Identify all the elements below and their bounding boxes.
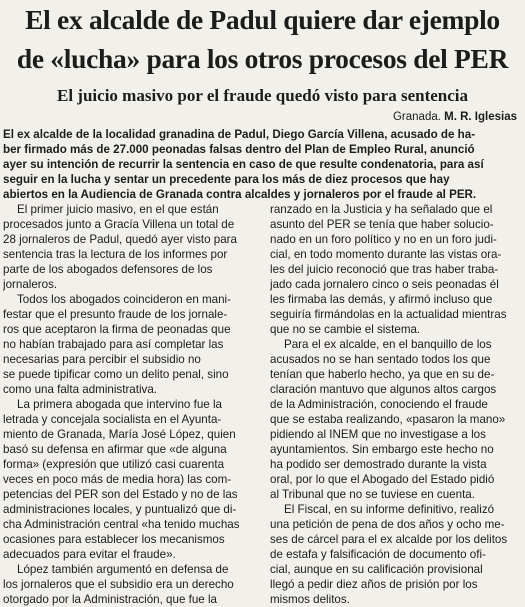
body-line: El primer juicio masivo, en el que están [17,203,219,216]
lead-line: ayer su intención de recurrir la sentencia en caso de que resulte condenatoria, para así [3,158,484,171]
body-line: jado cada jornalero cinco o seis peonadas él [270,278,499,291]
headline-line-1: El ex alcalde de Padul quiere dar ejemplo [25,4,500,35]
body-line: ayuntamientos. Sin embargo este hecho no [270,443,494,456]
body-line: cha Administración central «ha tenido muchas [3,518,240,531]
body-line: les del juicio reconoció que tras haber traba- [270,263,499,276]
body-line: El Fiscal, en su informe definitivo, realizó [284,503,495,516]
body-line: parte de los abogados defensores de los [3,263,213,276]
body-line: sentencia tras la lectura de los informes por [3,248,228,261]
byline-place: Granada. [392,111,441,123]
lead-line: seguir en la lucha y sentar un precedente para los más de diez procesos que hay [3,173,450,186]
body-line: tenían que haberlo hecho, ya que en su de- [270,368,495,381]
body-line: jornaleros. [3,278,58,291]
body-line: les firmaba las demás, y afirmó incluso que [270,293,493,306]
body-line: ses de cárcel para el ex alcalde por los delitos [270,533,508,546]
body-line: pidiendo al INEM que no investigase a los [270,428,486,441]
body-line: cial, en todo momento durante las vistas ora- [270,248,502,261]
body-line: acusados no se han sentado todos los que [270,353,491,366]
byline-author: M. R. Iglesias [444,111,517,123]
body-line: petencias del PER son del Estado y no de las [3,488,238,501]
body-line: que se estaba realizando, «pasaron la mano» [270,413,506,426]
byline [393,111,517,123]
lead-line: abiertos en la Audiencia de Granada contra alcaldes y jornaleros por el fraude al PER. [3,188,477,201]
body-line: ros que aceptaron la firma de peonadas que [3,323,231,336]
body-line: no habían trabajado para así completar las [3,338,224,351]
body-line: al Tribunal que no se tuviese en cuenta. [270,488,475,501]
body-line: de la Administración, conociendo el fraude [270,398,488,411]
body-line: que no se cambie el sistema. [270,323,421,336]
body-line: Todos los abogados coincideron en mani- [17,293,231,306]
body-line: ha podido ser demostrado durante la vista [270,458,487,471]
body-line: oral, por lo que el Abogado del Estado pidió [270,473,495,486]
body-line: adecuados para evitar el fraude». [3,548,176,561]
body-line: forma» (expresión que utilizó casi cuarenta [3,458,225,471]
subheadline: El juicio masivo por el fraude quedó visto para sentencia [57,86,468,105]
body-line: López también argumentó en defensa de [17,563,229,576]
lead-line: ber firmado más de 27.000 peonadas falsas dentro del Plan de Empleo Rural, anunció [3,143,475,156]
body-line: de estafa y falsificación de documento ofi- [270,548,486,561]
body-line: cial, aunque en su calificación provisional [270,563,483,576]
body-line: letrada y concejala socialista en el Ayunta- [3,413,222,426]
body-line: mismos delitos. [270,593,350,606]
body-line: administraciones locales, y puntualizó que di- [3,503,237,516]
body-line: veces en poco más de media hora) las com- [3,473,232,486]
body-line: como una falta administrativa. [3,383,158,396]
body-line: miento de Granada, María José López, quien [3,428,236,441]
body-line: procesados junto a Gracía Villena un total de [3,218,235,231]
body-line: claración mantuvo que algunos altos cargos [270,383,497,396]
body-line: basó su defensa en afirmar que «de alguna [3,443,227,456]
body-line: seguiría firmándolas en la actualidad mientras [270,308,507,321]
body-line: nado en un foro político y no en un foro judi- [270,233,497,246]
body-line: ranzado en la Justicia y ha señalado que el [270,203,493,216]
body-line: los jornaleros que el subsidio era un derecho [3,578,234,591]
body-line: Para el ex alcalde, en el banquillo de los [284,338,492,351]
body-line: otorgado por la Administración, que fue la [3,593,217,606]
body-line: festar que el presunto fraude de los jornale- [3,308,228,321]
body-line: asunto del PER se tenía que haber solucio- [270,218,494,231]
body-line: una petición de pena de dos años y ocho me- [270,518,505,531]
body-line: 28 jornaleros de Padul, quedó ayer visto para [3,233,237,246]
body-line: ocasiones para establecer los mecanismos [3,533,225,546]
body-line: llegó a pedir diez años de prisión por los [270,578,478,591]
headline-line-2: de «lucha» para los otros procesos del PER [16,43,509,74]
body-line: se puede tipificar como un delito penal, sino [3,368,229,381]
body-line: La primera abogada que intervino fue la [17,398,222,411]
body-line: necesarias para percibir el subsidio no [3,353,201,366]
lead-line: El ex alcalde de la localidad granadina de Padul, Diego García Villena, acusado de ha- [3,128,476,141]
